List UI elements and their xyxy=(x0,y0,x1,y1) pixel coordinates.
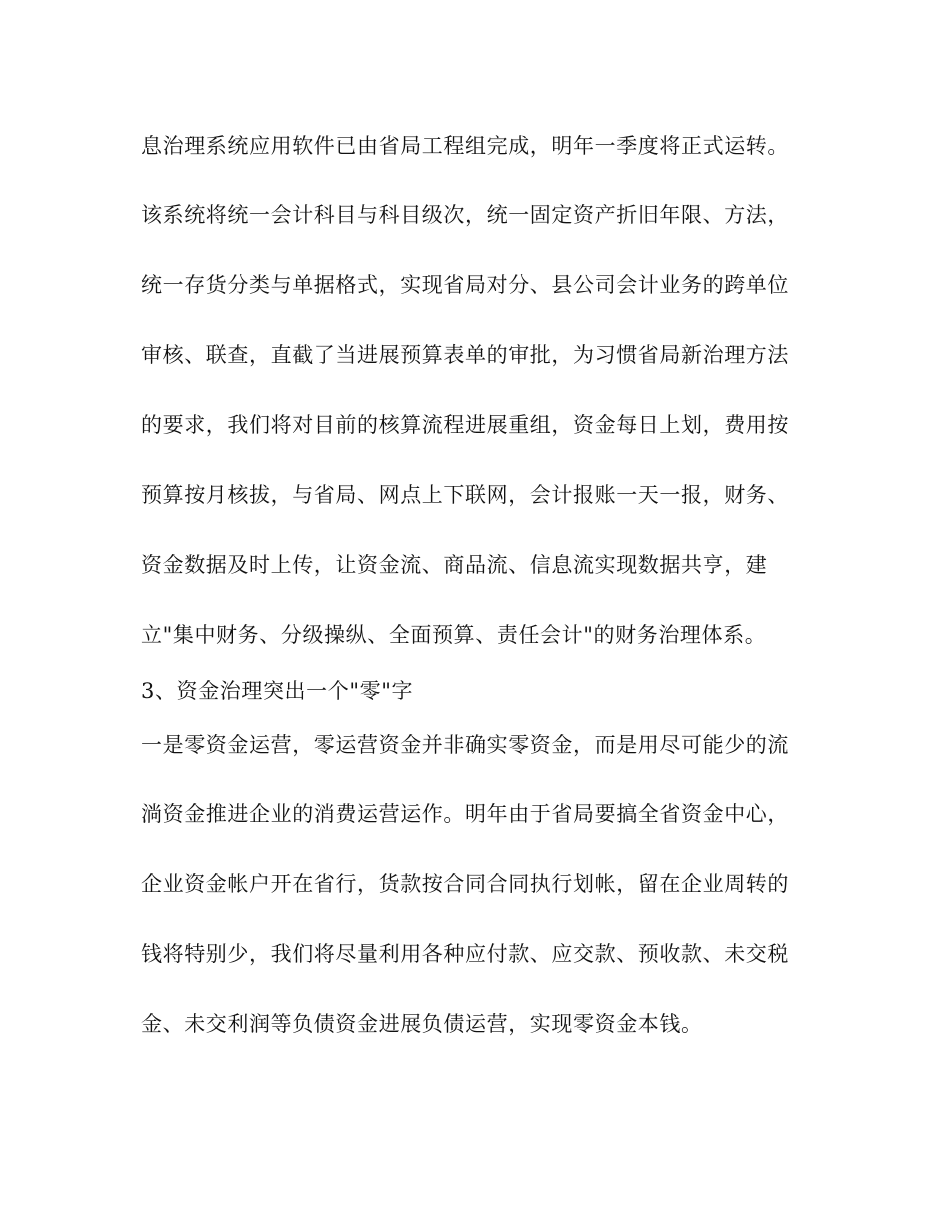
paragraph-line: 预算按月核拔，与省局、网点上下联网，会计报账一天一报，财务、 xyxy=(141,483,789,507)
paragraph-line: 一是零资金运营，零运营资金并非确实零资金，而是用尽可能少的流 xyxy=(141,733,789,757)
paragraph-line: 的要求，我们将对目前的核算流程进展重组，资金每日上划，费用按 xyxy=(141,413,789,437)
paragraph-line: 金、未交利润等负债资金进展负债运营，实现零资金本钱。 xyxy=(141,1012,703,1036)
paragraph-line: 企业资金帐户开在省行，货款按合同合同执行划帐，留在企业周转的 xyxy=(141,872,789,896)
paragraph-line: 审核、联查，直截了当进展预算表单的审批，为习惯省局新治理方法 xyxy=(141,343,789,367)
paragraph-line: 该系统将统一会计科目与科目级次，统一固定资产折旧年限、方法， xyxy=(141,203,789,227)
paragraph-line: 淌资金推进企业的消费运营运作。明年由于省局要搞全省资金中心， xyxy=(141,802,789,826)
paragraph-line: 资金数据及时上传，让资金流、商品流、信息流实现数据共亨，建 xyxy=(141,553,768,577)
paragraph-line: 息治理系统应用软件已由省局工程组完成，明年一季度将正式运转。 xyxy=(141,134,789,158)
paragraph-line: 立"集中财务、分级操纵、全面预算、责任会计"的财务治理体系。 xyxy=(141,623,767,647)
section-heading: 3、资金治理突出一个"零"字 xyxy=(141,679,414,703)
paragraph-line: 钱将特别少，我们将尽量利用各种应付款、应交款、预收款、未交税 xyxy=(141,942,789,966)
paragraph-line: 统一存货分类与单据格式，实现省局对分、县公司会计业务的跨单位 xyxy=(141,273,789,297)
